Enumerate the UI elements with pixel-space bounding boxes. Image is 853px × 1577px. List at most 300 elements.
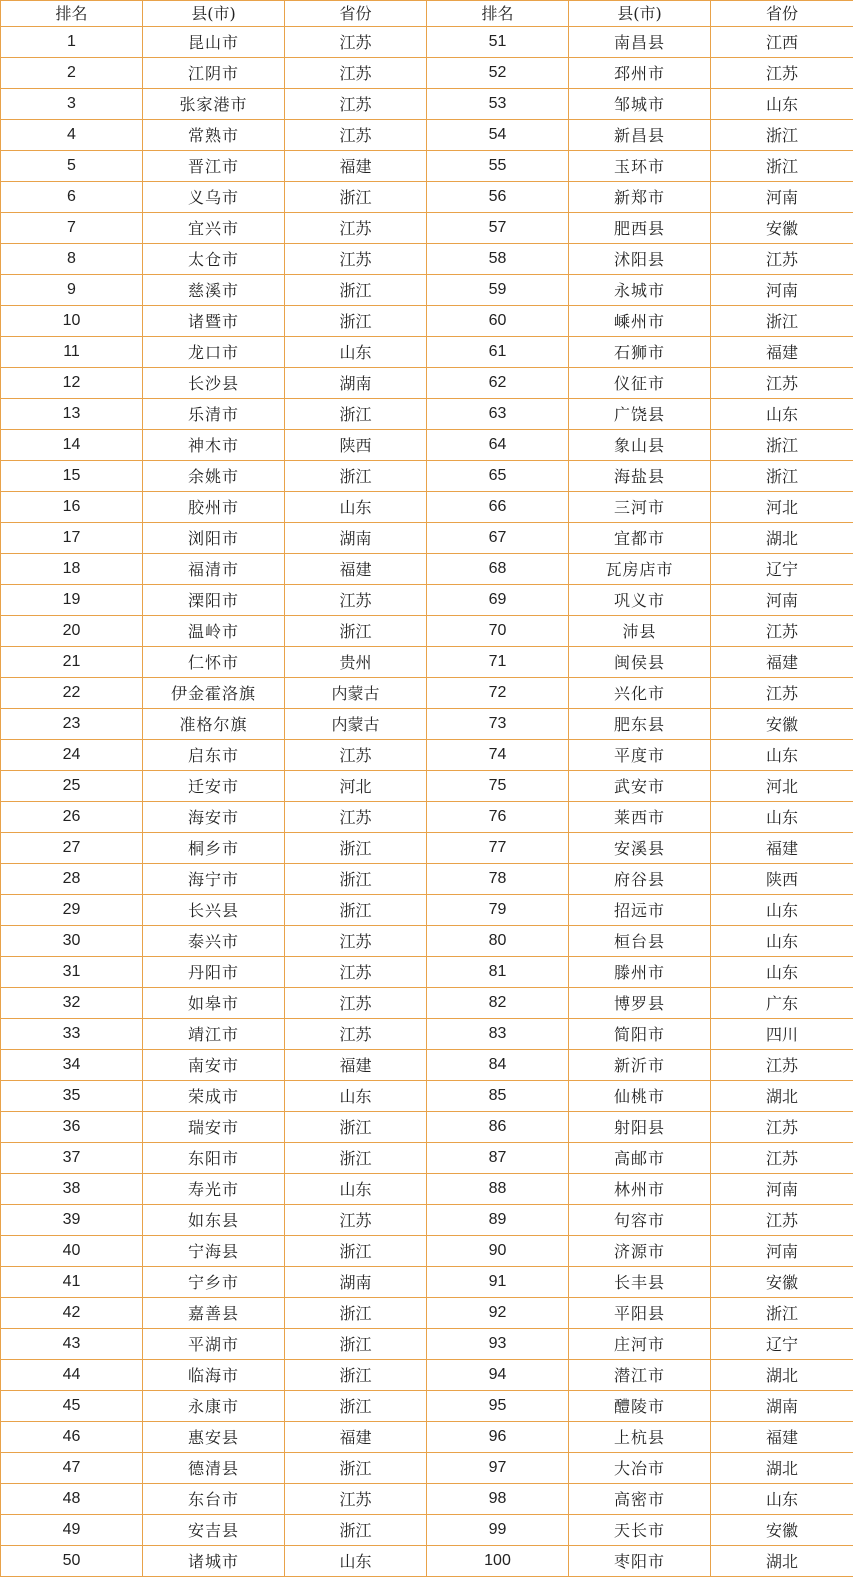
- table-row: [1, 492, 853, 523]
- cell-county-right: 闽侯县: [569, 647, 711, 678]
- cell-county-right: 永城市: [569, 275, 711, 306]
- cell-county-right: 简阳市: [569, 1019, 711, 1050]
- cell-county-left: 启东市: [143, 740, 285, 771]
- cell-rank-right: 72: [427, 678, 569, 709]
- cell-county-left: 桐乡市: [143, 833, 285, 864]
- cell-province-left: 浙江: [285, 1329, 427, 1360]
- cell-rank-right: 91: [427, 1267, 569, 1298]
- cell-rank-right: 92: [427, 1298, 569, 1329]
- cell-rank-left: 6: [1, 182, 143, 213]
- cell-province-left: 内蒙古: [285, 709, 427, 740]
- cell-county-left: 永康市: [143, 1391, 285, 1422]
- cell-province-right: 四川: [711, 1019, 853, 1050]
- table-row: [1, 1484, 853, 1515]
- cell-county-right: 玉环市: [569, 151, 711, 182]
- cell-rank-left: 38: [1, 1174, 143, 1205]
- header-county-right: 县(市): [569, 1, 711, 27]
- table-row: [1, 957, 853, 988]
- cell-county-left: 浏阳市: [143, 523, 285, 554]
- cell-rank-left: 29: [1, 895, 143, 926]
- cell-province-right: 福建: [711, 337, 853, 368]
- cell-rank-right: 70: [427, 616, 569, 647]
- table-row: [1, 988, 853, 1019]
- cell-province-left: 浙江: [285, 399, 427, 430]
- cell-county-right: 平阳县: [569, 1298, 711, 1329]
- table-row: [1, 1329, 853, 1360]
- cell-province-left: 江苏: [285, 89, 427, 120]
- table-row: [1, 399, 853, 430]
- cell-rank-left: 35: [1, 1081, 143, 1112]
- cell-rank-right: 98: [427, 1484, 569, 1515]
- cell-rank-left: 13: [1, 399, 143, 430]
- cell-county-left: 余姚市: [143, 461, 285, 492]
- table-row: [1, 58, 853, 89]
- cell-rank-left: 1: [1, 27, 143, 58]
- cell-county-right: 天长市: [569, 1515, 711, 1546]
- cell-county-left: 神木市: [143, 430, 285, 461]
- cell-county-left: 仁怀市: [143, 647, 285, 678]
- cell-county-left: 丹阳市: [143, 957, 285, 988]
- cell-rank-right: 68: [427, 554, 569, 585]
- header-rank-left: 排名: [1, 1, 143, 27]
- cell-province-left: 浙江: [285, 1236, 427, 1267]
- cell-county-left: 瑞安市: [143, 1112, 285, 1143]
- cell-county-right: 石狮市: [569, 337, 711, 368]
- cell-county-right: 肥西县: [569, 213, 711, 244]
- cell-province-right: 安徽: [711, 709, 853, 740]
- table-row: [1, 120, 853, 151]
- cell-province-right: 福建: [711, 1422, 853, 1453]
- cell-rank-left: 11: [1, 337, 143, 368]
- cell-province-left: 山东: [285, 1174, 427, 1205]
- cell-rank-right: 94: [427, 1360, 569, 1391]
- cell-rank-right: 87: [427, 1143, 569, 1174]
- table-row: [1, 1546, 853, 1577]
- cell-province-right: 安徽: [711, 1515, 853, 1546]
- cell-rank-left: 5: [1, 151, 143, 182]
- table-row: [1, 1205, 853, 1236]
- cell-province-left: 江苏: [285, 988, 427, 1019]
- cell-province-right: 湖北: [711, 1360, 853, 1391]
- cell-province-left: 山东: [285, 337, 427, 368]
- cell-province-left: 江苏: [285, 213, 427, 244]
- table-row: [1, 244, 853, 275]
- cell-province-left: 福建: [285, 554, 427, 585]
- table-row: [1, 771, 853, 802]
- cell-rank-right: 67: [427, 523, 569, 554]
- cell-rank-left: 20: [1, 616, 143, 647]
- cell-county-left: 东阳市: [143, 1143, 285, 1174]
- cell-province-left: 江苏: [285, 802, 427, 833]
- cell-county-left: 常熟市: [143, 120, 285, 151]
- cell-rank-right: 100: [427, 1546, 569, 1577]
- cell-county-left: 海宁市: [143, 864, 285, 895]
- table-row: [1, 1236, 853, 1267]
- cell-rank-left: 3: [1, 89, 143, 120]
- cell-rank-left: 26: [1, 802, 143, 833]
- cell-rank-right: 81: [427, 957, 569, 988]
- cell-province-right: 山东: [711, 802, 853, 833]
- cell-province-left: 陕西: [285, 430, 427, 461]
- cell-province-right: 河南: [711, 585, 853, 616]
- table-row: [1, 1360, 853, 1391]
- cell-province-right: 山东: [711, 399, 853, 430]
- table-row: [1, 89, 853, 120]
- cell-county-left: 泰兴市: [143, 926, 285, 957]
- cell-province-left: 山东: [285, 1081, 427, 1112]
- cell-county-left: 伊金霍洛旗: [143, 678, 285, 709]
- cell-county-right: 醴陵市: [569, 1391, 711, 1422]
- cell-county-right: 大冶市: [569, 1453, 711, 1484]
- cell-province-left: 浙江: [285, 1391, 427, 1422]
- cell-county-right: 仪征市: [569, 368, 711, 399]
- cell-province-left: 浙江: [285, 1515, 427, 1546]
- cell-county-right: 林州市: [569, 1174, 711, 1205]
- cell-rank-right: 78: [427, 864, 569, 895]
- table-row: [1, 1391, 853, 1422]
- cell-county-right: 南昌县: [569, 27, 711, 58]
- table-row: [1, 616, 853, 647]
- cell-province-left: 江苏: [285, 27, 427, 58]
- cell-province-left: 山东: [285, 492, 427, 523]
- cell-county-right: 句容市: [569, 1205, 711, 1236]
- cell-province-right: 江苏: [711, 1050, 853, 1081]
- cell-province-left: 江苏: [285, 120, 427, 151]
- cell-rank-right: 71: [427, 647, 569, 678]
- cell-county-right: 高邮市: [569, 1143, 711, 1174]
- cell-county-right: 招远市: [569, 895, 711, 926]
- cell-rank-right: 83: [427, 1019, 569, 1050]
- cell-province-left: 江苏: [285, 58, 427, 89]
- table-row: [1, 678, 853, 709]
- table-row: [1, 1453, 853, 1484]
- cell-province-left: 内蒙古: [285, 678, 427, 709]
- cell-province-left: 浙江: [285, 275, 427, 306]
- cell-rank-left: 10: [1, 306, 143, 337]
- cell-county-right: 桓台县: [569, 926, 711, 957]
- table-row: [1, 27, 853, 58]
- cell-county-right: 邳州市: [569, 58, 711, 89]
- cell-province-left: 福建: [285, 1422, 427, 1453]
- cell-rank-left: 9: [1, 275, 143, 306]
- cell-rank-right: 57: [427, 213, 569, 244]
- cell-county-right: 武安市: [569, 771, 711, 802]
- cell-province-right: 河南: [711, 182, 853, 213]
- cell-county-left: 温岭市: [143, 616, 285, 647]
- cell-province-right: 湖北: [711, 1081, 853, 1112]
- table-body: [1, 27, 853, 1577]
- cell-province-right: 湖北: [711, 523, 853, 554]
- cell-county-right: 上杭县: [569, 1422, 711, 1453]
- cell-county-left: 溧阳市: [143, 585, 285, 616]
- cell-rank-left: 23: [1, 709, 143, 740]
- cell-county-left: 福清市: [143, 554, 285, 585]
- cell-province-right: 浙江: [711, 461, 853, 492]
- cell-rank-left: 24: [1, 740, 143, 771]
- cell-rank-left: 44: [1, 1360, 143, 1391]
- cell-county-right: 安溪县: [569, 833, 711, 864]
- cell-county-left: 如东县: [143, 1205, 285, 1236]
- cell-rank-left: 46: [1, 1422, 143, 1453]
- cell-rank-left: 45: [1, 1391, 143, 1422]
- cell-rank-right: 55: [427, 151, 569, 182]
- cell-rank-right: 63: [427, 399, 569, 430]
- cell-rank-left: 32: [1, 988, 143, 1019]
- cell-rank-right: 97: [427, 1453, 569, 1484]
- cell-rank-left: 43: [1, 1329, 143, 1360]
- cell-county-right: 新沂市: [569, 1050, 711, 1081]
- cell-county-left: 如皋市: [143, 988, 285, 1019]
- cell-rank-left: 36: [1, 1112, 143, 1143]
- cell-county-right: 新昌县: [569, 120, 711, 151]
- cell-county-right: 枣阳市: [569, 1546, 711, 1577]
- cell-rank-right: 85: [427, 1081, 569, 1112]
- table-row: [1, 461, 853, 492]
- cell-rank-right: 56: [427, 182, 569, 213]
- cell-county-left: 寿光市: [143, 1174, 285, 1205]
- cell-rank-left: 15: [1, 461, 143, 492]
- cell-province-left: 江苏: [285, 926, 427, 957]
- cell-county-right: 平度市: [569, 740, 711, 771]
- cell-rank-right: 93: [427, 1329, 569, 1360]
- cell-county-left: 平湖市: [143, 1329, 285, 1360]
- cell-rank-right: 59: [427, 275, 569, 306]
- cell-rank-right: 61: [427, 337, 569, 368]
- cell-rank-left: 14: [1, 430, 143, 461]
- cell-province-right: 江西: [711, 27, 853, 58]
- cell-county-right: 庄河市: [569, 1329, 711, 1360]
- cell-county-left: 惠安县: [143, 1422, 285, 1453]
- table-row: [1, 1112, 853, 1143]
- table-row: [1, 1081, 853, 1112]
- table-row: [1, 802, 853, 833]
- cell-province-right: 浙江: [711, 120, 853, 151]
- cell-province-left: 浙江: [285, 1112, 427, 1143]
- cell-rank-left: 48: [1, 1484, 143, 1515]
- cell-county-left: 江阴市: [143, 58, 285, 89]
- cell-county-left: 安吉县: [143, 1515, 285, 1546]
- cell-rank-left: 31: [1, 957, 143, 988]
- cell-rank-right: 95: [427, 1391, 569, 1422]
- cell-rank-right: 65: [427, 461, 569, 492]
- cell-province-right: 辽宁: [711, 1329, 853, 1360]
- header-rank-right: 排名: [427, 1, 569, 27]
- cell-province-left: 浙江: [285, 306, 427, 337]
- cell-county-right: 博罗县: [569, 988, 711, 1019]
- cell-province-right: 山东: [711, 1484, 853, 1515]
- cell-county-right: 广饶县: [569, 399, 711, 430]
- cell-province-right: 山东: [711, 957, 853, 988]
- cell-county-right: 象山县: [569, 430, 711, 461]
- table-row: [1, 1267, 853, 1298]
- cell-rank-right: 90: [427, 1236, 569, 1267]
- cell-province-right: 江苏: [711, 1143, 853, 1174]
- cell-province-left: 浙江: [285, 895, 427, 926]
- cell-county-left: 迁安市: [143, 771, 285, 802]
- cell-province-left: 湖南: [285, 523, 427, 554]
- cell-province-left: 江苏: [285, 1019, 427, 1050]
- cell-rank-left: 17: [1, 523, 143, 554]
- cell-province-right: 河北: [711, 771, 853, 802]
- cell-rank-left: 34: [1, 1050, 143, 1081]
- cell-county-left: 太仓市: [143, 244, 285, 275]
- cell-rank-left: 16: [1, 492, 143, 523]
- cell-rank-right: 89: [427, 1205, 569, 1236]
- cell-rank-left: 28: [1, 864, 143, 895]
- cell-province-right: 江苏: [711, 368, 853, 399]
- cell-county-left: 宁海县: [143, 1236, 285, 1267]
- cell-rank-left: 30: [1, 926, 143, 957]
- cell-county-left: 晋江市: [143, 151, 285, 182]
- cell-rank-left: 40: [1, 1236, 143, 1267]
- cell-province-right: 浙江: [711, 306, 853, 337]
- cell-rank-left: 19: [1, 585, 143, 616]
- cell-rank-right: 75: [427, 771, 569, 802]
- cell-county-right: 射阳县: [569, 1112, 711, 1143]
- table-row: [1, 585, 853, 616]
- cell-rank-left: 39: [1, 1205, 143, 1236]
- cell-county-left: 东台市: [143, 1484, 285, 1515]
- cell-province-right: 河北: [711, 492, 853, 523]
- table-row: [1, 647, 853, 678]
- cell-province-left: 浙江: [285, 1143, 427, 1174]
- cell-province-right: 湖北: [711, 1453, 853, 1484]
- cell-province-right: 山东: [711, 895, 853, 926]
- table-row: [1, 1019, 853, 1050]
- cell-province-right: 湖北: [711, 1546, 853, 1577]
- cell-province-left: 江苏: [285, 585, 427, 616]
- cell-rank-right: 79: [427, 895, 569, 926]
- cell-rank-left: 47: [1, 1453, 143, 1484]
- cell-province-right: 安徽: [711, 1267, 853, 1298]
- cell-county-left: 靖江市: [143, 1019, 285, 1050]
- cell-rank-right: 96: [427, 1422, 569, 1453]
- cell-county-right: 沛县: [569, 616, 711, 647]
- cell-county-right: 邹城市: [569, 89, 711, 120]
- cell-rank-right: 58: [427, 244, 569, 275]
- cell-rank-right: 88: [427, 1174, 569, 1205]
- cell-rank-left: 7: [1, 213, 143, 244]
- cell-province-right: 河南: [711, 1174, 853, 1205]
- table-row: [1, 926, 853, 957]
- table-row: [1, 1422, 853, 1453]
- cell-county-right: 新郑市: [569, 182, 711, 213]
- cell-province-left: 福建: [285, 151, 427, 182]
- cell-county-left: 海安市: [143, 802, 285, 833]
- cell-rank-right: 82: [427, 988, 569, 1019]
- cell-province-right: 浙江: [711, 151, 853, 182]
- cell-county-left: 荣成市: [143, 1081, 285, 1112]
- cell-rank-left: 41: [1, 1267, 143, 1298]
- cell-rank-right: 86: [427, 1112, 569, 1143]
- table-row: [1, 709, 853, 740]
- table-row: [1, 182, 853, 213]
- cell-province-left: 福建: [285, 1050, 427, 1081]
- header-province-left: 省份: [285, 1, 427, 27]
- table-row: [1, 1050, 853, 1081]
- cell-province-left: 江苏: [285, 1205, 427, 1236]
- cell-rank-right: 69: [427, 585, 569, 616]
- header-county-left: 县(市): [143, 1, 285, 27]
- table-row: [1, 368, 853, 399]
- cell-rank-right: 77: [427, 833, 569, 864]
- cell-county-right: 潜江市: [569, 1360, 711, 1391]
- cell-rank-left: 50: [1, 1546, 143, 1577]
- cell-county-left: 长沙县: [143, 368, 285, 399]
- header-province-right: 省份: [711, 1, 853, 27]
- cell-county-left: 德清县: [143, 1453, 285, 1484]
- table-row: [1, 337, 853, 368]
- cell-province-left: 浙江: [285, 616, 427, 647]
- cell-county-right: 巩义市: [569, 585, 711, 616]
- table-row: [1, 895, 853, 926]
- cell-province-right: 江苏: [711, 678, 853, 709]
- cell-county-right: 济源市: [569, 1236, 711, 1267]
- cell-county-left: 准格尔旗: [143, 709, 285, 740]
- cell-rank-right: 99: [427, 1515, 569, 1546]
- cell-county-left: 宁乡市: [143, 1267, 285, 1298]
- cell-county-left: 昆山市: [143, 27, 285, 58]
- cell-province-right: 浙江: [711, 430, 853, 461]
- table-row: [1, 523, 853, 554]
- cell-province-left: 浙江: [285, 1453, 427, 1484]
- cell-province-left: 浙江: [285, 461, 427, 492]
- cell-province-right: 江苏: [711, 244, 853, 275]
- table-row: [1, 554, 853, 585]
- cell-rank-left: 22: [1, 678, 143, 709]
- cell-county-right: 仙桃市: [569, 1081, 711, 1112]
- cell-rank-left: 27: [1, 833, 143, 864]
- cell-county-left: 宜兴市: [143, 213, 285, 244]
- cell-county-left: 诸暨市: [143, 306, 285, 337]
- cell-county-right: 海盐县: [569, 461, 711, 492]
- cell-province-right: 河南: [711, 1236, 853, 1267]
- cell-county-right: 嵊州市: [569, 306, 711, 337]
- cell-county-right: 肥东县: [569, 709, 711, 740]
- cell-rank-left: 33: [1, 1019, 143, 1050]
- cell-county-left: 乐清市: [143, 399, 285, 430]
- cell-rank-right: 53: [427, 89, 569, 120]
- table-row: [1, 275, 853, 306]
- cell-province-left: 浙江: [285, 833, 427, 864]
- cell-province-right: 浙江: [711, 1298, 853, 1329]
- cell-county-right: 长丰县: [569, 1267, 711, 1298]
- cell-rank-left: 42: [1, 1298, 143, 1329]
- cell-county-left: 龙口市: [143, 337, 285, 368]
- cell-province-right: 山东: [711, 740, 853, 771]
- cell-county-left: 胶州市: [143, 492, 285, 523]
- table-row: [1, 430, 853, 461]
- cell-rank-left: 49: [1, 1515, 143, 1546]
- cell-county-right: 瓦房店市: [569, 554, 711, 585]
- table-row: [1, 306, 853, 337]
- cell-county-right: 府谷县: [569, 864, 711, 895]
- cell-rank-left: 21: [1, 647, 143, 678]
- cell-province-left: 江苏: [285, 1484, 427, 1515]
- table-row: [1, 1143, 853, 1174]
- cell-rank-left: 4: [1, 120, 143, 151]
- cell-province-right: 河南: [711, 275, 853, 306]
- cell-rank-right: 66: [427, 492, 569, 523]
- cell-province-right: 山东: [711, 89, 853, 120]
- cell-province-left: 浙江: [285, 182, 427, 213]
- header-row: [1, 1, 853, 27]
- cell-province-left: 湖南: [285, 1267, 427, 1298]
- cell-county-left: 慈溪市: [143, 275, 285, 306]
- table-row: [1, 1515, 853, 1546]
- cell-province-left: 浙江: [285, 864, 427, 895]
- cell-province-left: 河北: [285, 771, 427, 802]
